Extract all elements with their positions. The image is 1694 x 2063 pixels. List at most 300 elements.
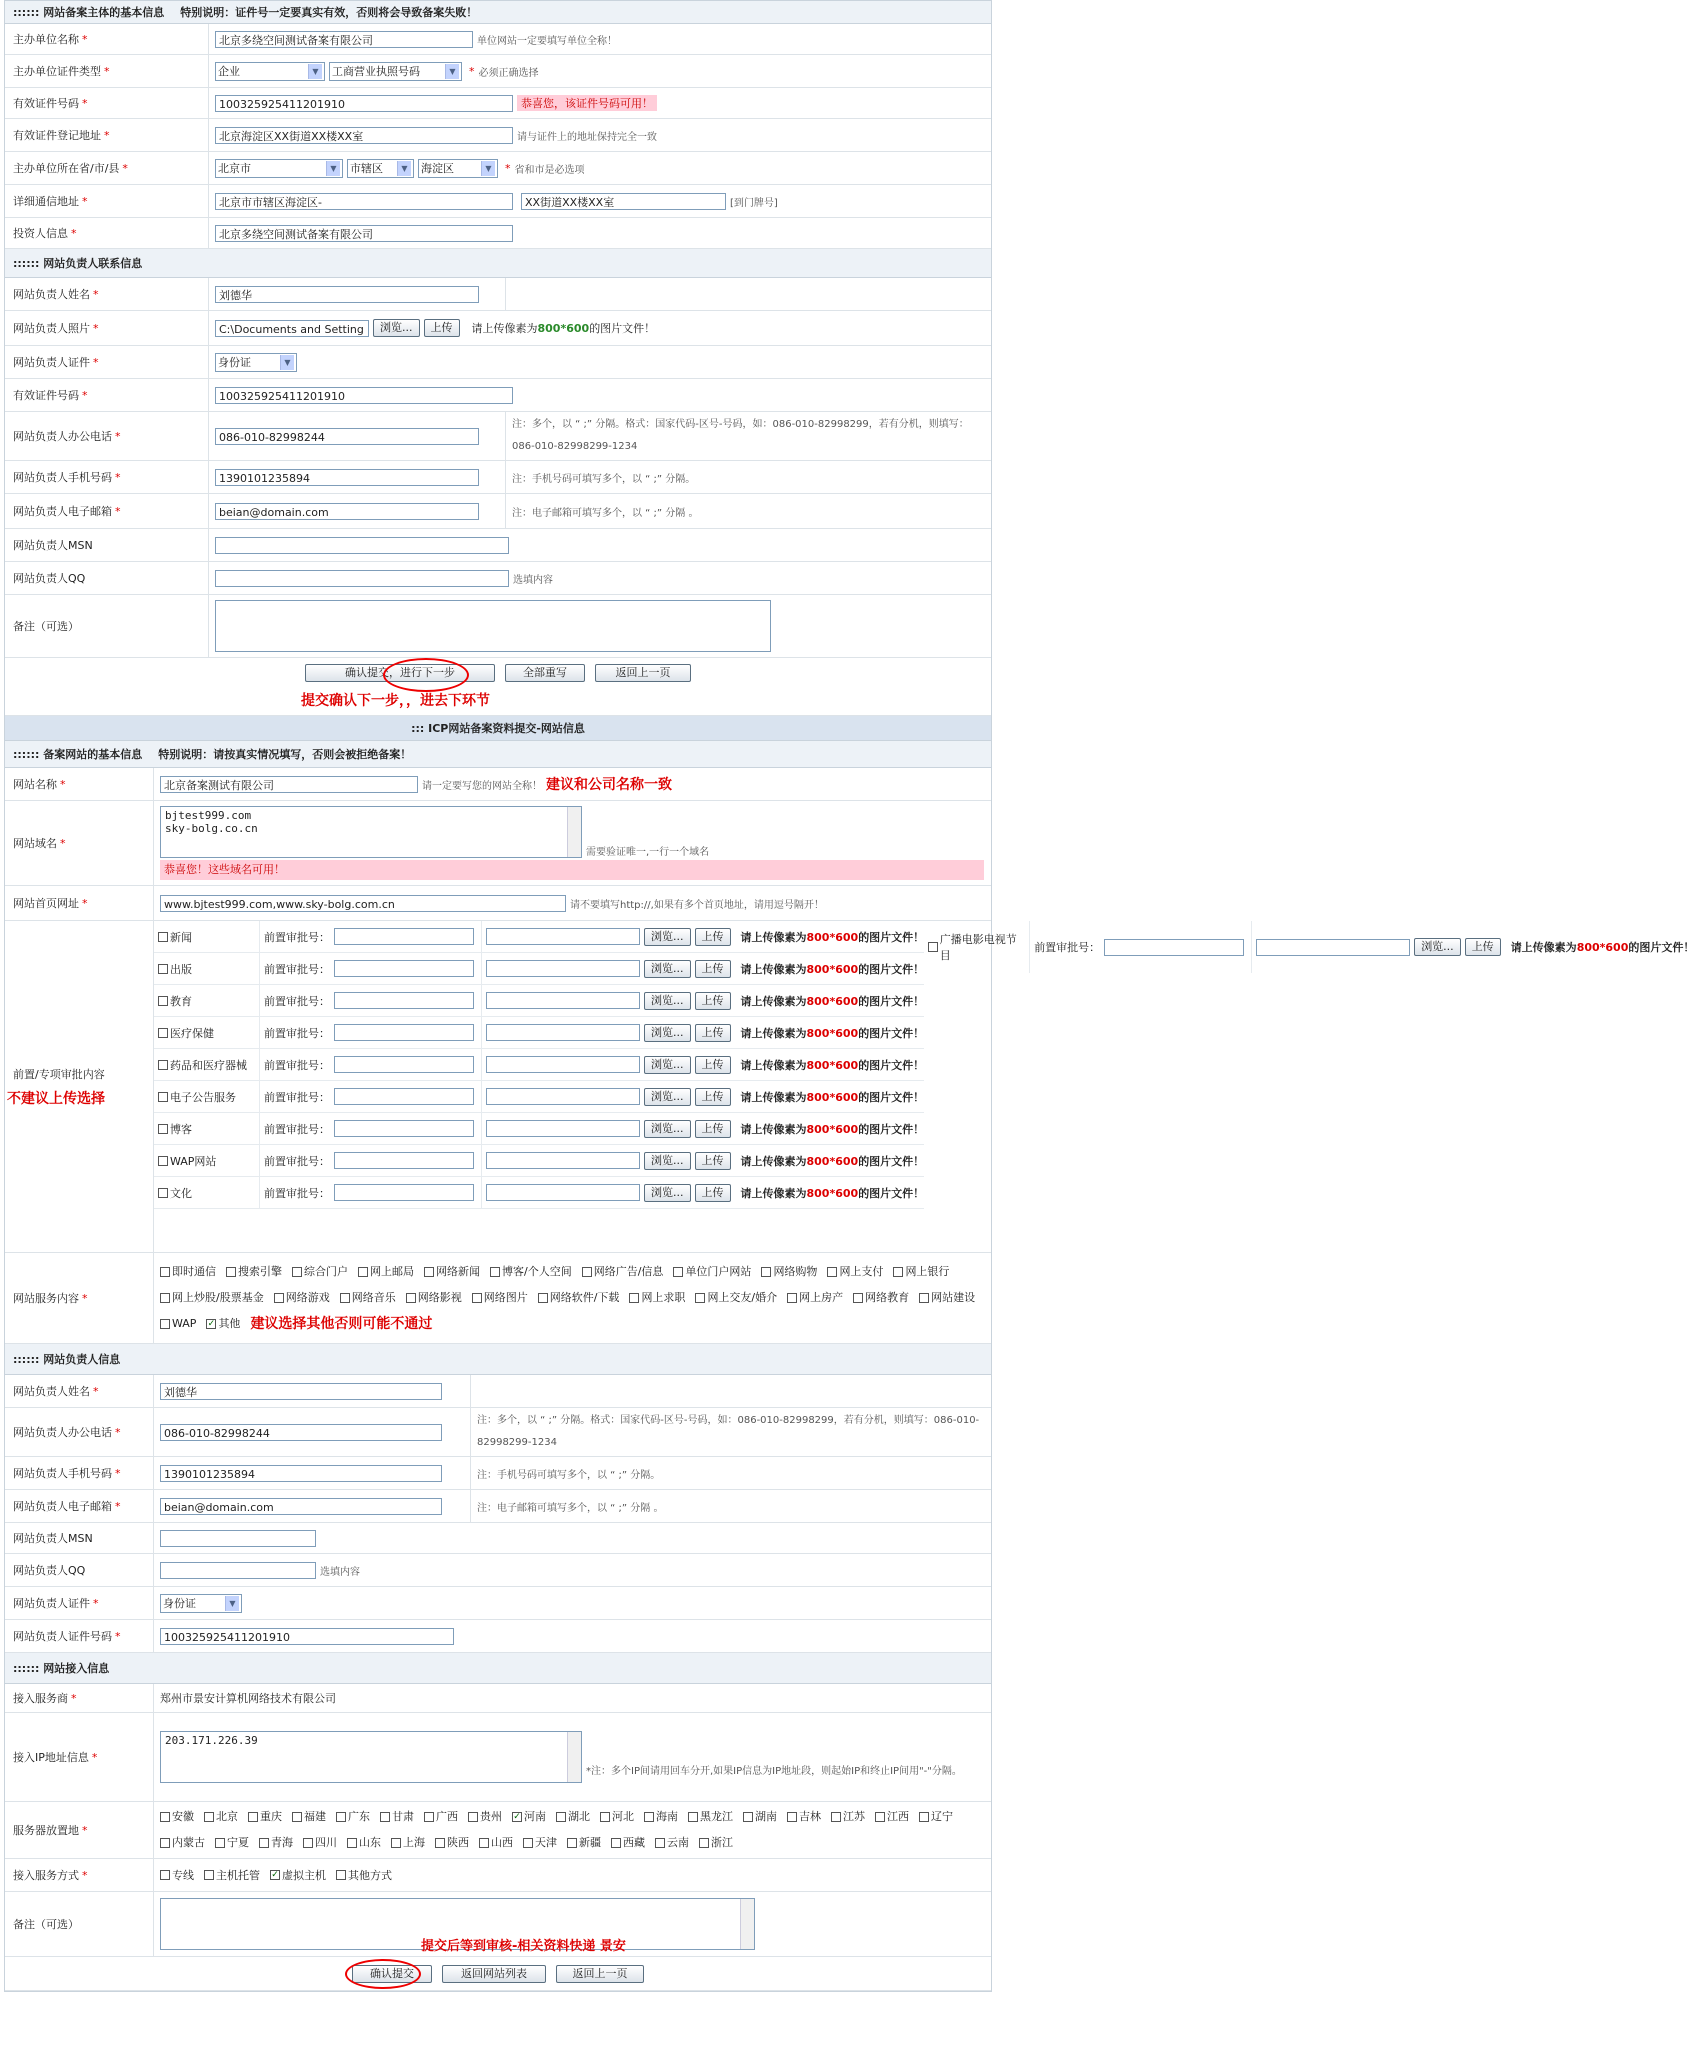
contact-msn-input[interactable]: [215, 537, 509, 554]
cert-addr-hint: 请与证件上的地址保持完全一致: [517, 131, 657, 143]
pre-approval-input[interactable]: [334, 1024, 474, 1041]
chevron-down-icon: ▼: [481, 161, 495, 176]
server-location-checkbox[interactable]: [479, 1832, 513, 1854]
region-hint: 省和市是必选项: [514, 164, 585, 176]
checkbox-label: 宁夏: [227, 1836, 249, 1849]
pre-approval-input[interactable]: [334, 1088, 474, 1105]
s4-phone-input[interactable]: 086-010-82998244: [160, 1424, 442, 1441]
checkbox-box[interactable]: [204, 1870, 214, 1880]
approval-row: [924, 921, 1694, 973]
approval-file-input[interactable]: [486, 1184, 640, 1201]
label-contact-photo: 网站负责人照片: [13, 322, 90, 335]
reset-button[interactable]: 全部重写: [505, 664, 585, 682]
checkbox-box[interactable]: [695, 1293, 705, 1303]
checkbox-box[interactable]: [893, 1267, 903, 1277]
checkbox-label: 网上房产: [799, 1291, 844, 1304]
server-location-checkbox[interactable]: [424, 1806, 458, 1828]
address-suffix: [到门牌号]: [730, 197, 778, 209]
checkbox-label: 网上银行: [905, 1265, 950, 1278]
label-s4-name: 网站负责人姓名: [13, 1385, 90, 1398]
checkbox-box[interactable]: [158, 996, 168, 1006]
pre-approval-input[interactable]: [334, 1184, 474, 1201]
s4-cert-no-input[interactable]: 100325925411201910: [160, 1628, 454, 1645]
approval-file-input[interactable]: [486, 1088, 640, 1105]
checkbox-label: 网上交友/婚介: [707, 1291, 778, 1304]
checkbox-label: 出版: [170, 962, 192, 976]
upload-button[interactable]: 上传: [695, 992, 731, 1010]
checkbox-box[interactable]: [380, 1812, 390, 1822]
row-s4-name: 网站负责人姓名 * 刘德华: [5, 1375, 991, 1408]
upload-button[interactable]: 上传: [695, 960, 731, 978]
checkbox-box[interactable]: [160, 1812, 170, 1822]
row-s4-phone: 网站负责人办公电话 * 086-010-82998244 注：多个，以 “ ;” 分隔。格式：国家代码-区号-号码，如：086-010-82998299，若有分机，则填写：086-010-82998299-1234: [5, 1408, 991, 1457]
browse-button[interactable]: 浏览...: [644, 928, 691, 946]
server-location-checkbox[interactable]: [567, 1832, 601, 1854]
checkbox-label: 文化: [170, 1186, 192, 1200]
checkbox-box[interactable]: [158, 964, 168, 974]
checkbox-box[interactable]: ✓: [207, 1318, 216, 1329]
approval-list: [154, 921, 1694, 1252]
checkbox-box[interactable]: [582, 1267, 592, 1277]
service-checkbox[interactable]: [853, 1287, 909, 1309]
checkbox-label: 综合门户: [304, 1265, 348, 1278]
checkbox-box[interactable]: [644, 1812, 654, 1822]
service-checkbox[interactable]: [424, 1261, 480, 1283]
service-checkbox[interactable]: [206, 1313, 240, 1335]
s4-mobile-input[interactable]: 1390101235894: [160, 1465, 442, 1482]
row-contact-email: 网站负责人电子邮箱 * beian@domain.com 注：电子邮箱可填写多个，以 “ ;” 分隔 。: [5, 494, 991, 529]
checkbox-box[interactable]: [600, 1812, 610, 1822]
chevron-down-icon: ▼: [308, 64, 322, 79]
checkbox-box[interactable]: [655, 1838, 665, 1848]
checkbox-box[interactable]: [336, 1812, 346, 1822]
label-contact-name: 网站负责人姓名: [13, 288, 90, 301]
label-region: 主办单位所在省/市/县: [13, 162, 120, 175]
checkbox-box[interactable]: [479, 1838, 489, 1848]
checkbox-box[interactable]: [472, 1293, 482, 1303]
checkbox-box[interactable]: [358, 1267, 368, 1277]
s4-cert-select[interactable]: 身份证 ▼: [160, 1594, 242, 1613]
service-checkbox[interactable]: [673, 1261, 751, 1283]
server-location-checkbox[interactable]: [787, 1806, 821, 1828]
service-checkbox[interactable]: [582, 1261, 664, 1283]
server-location-checkbox[interactable]: [380, 1806, 414, 1828]
checkbox-label: 四川: [315, 1836, 337, 1849]
annotation-services: 建议选择其他否则可能不通过: [250, 1316, 433, 1332]
checkbox-box[interactable]: [336, 1870, 346, 1880]
label-contact-cert: 网站负责人证件: [13, 356, 90, 369]
server-location-checkbox[interactable]: [347, 1832, 381, 1854]
city-select[interactable]: 市辖区 ▼: [347, 159, 414, 178]
approval-file-input[interactable]: [486, 1056, 640, 1073]
checkbox-box[interactable]: [158, 1156, 168, 1166]
checkbox-box[interactable]: [928, 942, 938, 952]
server-location-checkbox[interactable]: [512, 1806, 546, 1828]
checkbox-label: 网上邮局: [370, 1265, 414, 1278]
checkbox-label: 网络图片: [483, 1291, 528, 1304]
checkbox-box[interactable]: [435, 1838, 445, 1848]
s4-name-input[interactable]: 刘德华: [160, 1383, 442, 1400]
server-location-checkbox[interactable]: [644, 1806, 678, 1828]
browse-button[interactable]: 浏览...: [644, 1184, 691, 1202]
approval-file-input[interactable]: [486, 1024, 640, 1041]
service-checkbox[interactable]: [358, 1261, 414, 1283]
service-checkbox[interactable]: [787, 1287, 843, 1309]
province-select[interactable]: 北京市 ▼: [215, 159, 343, 178]
checkbox-box[interactable]: [875, 1812, 885, 1822]
pre-approval-label: 前置审批号：: [264, 1058, 330, 1072]
label-s4-email: 网站负责人电子邮箱: [13, 1500, 112, 1513]
checkbox-box[interactable]: [158, 932, 168, 942]
server-location-checkbox[interactable]: [600, 1806, 634, 1828]
server-location-checkbox[interactable]: [391, 1832, 425, 1854]
browse-button[interactable]: 浏览...: [373, 319, 420, 337]
service-checkbox[interactable]: [226, 1261, 282, 1283]
cert-addr-input[interactable]: 北京海淀区XX街道XX楼XX室: [215, 127, 513, 144]
label-contact-remark: 备注（可选）: [13, 620, 79, 633]
access-method-checkbox[interactable]: [204, 1867, 260, 1883]
checkbox-box[interactable]: [347, 1838, 357, 1848]
service-checkbox[interactable]: [695, 1287, 777, 1309]
server-location-checkbox[interactable]: [875, 1806, 909, 1828]
checkbox-box[interactable]: [158, 1092, 168, 1102]
checkbox-box[interactable]: [406, 1293, 416, 1303]
confirm-submit-button[interactable]: 确认提交: [352, 1965, 432, 1983]
checkbox-box[interactable]: [215, 1838, 225, 1848]
server-location-checkbox[interactable]: [435, 1832, 469, 1854]
confirm-next-button[interactable]: 确认提交，进行下一步: [305, 664, 495, 682]
checkbox-box[interactable]: [340, 1293, 350, 1303]
server-location-checkbox[interactable]: [336, 1806, 370, 1828]
ip-textarea[interactable]: 203.171.226.39: [160, 1731, 582, 1783]
checkbox-box[interactable]: [831, 1812, 841, 1822]
s4-msn-input[interactable]: [160, 1530, 316, 1547]
access-method-checkbox[interactable]: [336, 1867, 392, 1883]
checkbox-box[interactable]: [424, 1812, 434, 1822]
service-checkbox[interactable]: [274, 1287, 330, 1309]
service-checkbox[interactable]: [340, 1287, 396, 1309]
checkbox-box[interactable]: [160, 1838, 170, 1848]
server-location-checkbox[interactable]: [292, 1806, 326, 1828]
checkbox-box[interactable]: [424, 1267, 434, 1277]
upload-requirement-text: 请上传像素为800*600的图片文件！: [740, 994, 925, 1008]
checkbox-box[interactable]: [158, 1028, 168, 1038]
checkbox-box[interactable]: [556, 1812, 566, 1822]
label-access-remark: 备注（可选）: [13, 1918, 79, 1931]
checkbox-box[interactable]: [919, 1812, 929, 1822]
annotation-site-name: 建议和公司名称一致: [546, 777, 672, 793]
address-prefix-input[interactable]: 北京市市辖区海淀区-: [215, 193, 513, 210]
browse-button[interactable]: 浏览...: [644, 1152, 691, 1170]
pre-approval-label: 前置审批号：: [264, 1122, 330, 1136]
server-location-checkbox[interactable]: [259, 1832, 293, 1854]
back-to-list-button[interactable]: 返回网站列表: [442, 1965, 546, 1983]
checkbox-box[interactable]: [158, 1124, 168, 1134]
service-checkbox[interactable]: [490, 1261, 572, 1283]
county-select[interactable]: 海淀区 ▼: [418, 159, 498, 178]
upload-button[interactable]: 上传: [695, 928, 731, 946]
pre-approval-input[interactable]: [334, 928, 474, 945]
server-location-checkbox[interactable]: [468, 1806, 502, 1828]
row-ip: 接入IP地址信息 * 203.171.226.39 *注：多个IP间请用回车分开,如果IP信息为IP地址段，则起始IP和终止IP间用"-"分隔。: [5, 1713, 991, 1802]
chevron-down-icon: ▼: [326, 161, 340, 176]
checkbox-box[interactable]: [303, 1838, 313, 1848]
service-checkbox[interactable]: [160, 1313, 196, 1335]
contact-name-input[interactable]: 刘德华: [215, 286, 479, 303]
isp-value: 郑州市景安计算机网络技术有限公司: [160, 1692, 336, 1705]
server-location-checkbox[interactable]: [831, 1806, 865, 1828]
checkbox-box[interactable]: [160, 1267, 170, 1277]
checkbox-box[interactable]: [827, 1267, 837, 1277]
checkbox-label: 新疆: [579, 1836, 601, 1849]
approval-checkbox[interactable]: [158, 1089, 236, 1105]
checkbox-label: 福建: [304, 1810, 326, 1823]
pre-approval-input[interactable]: [334, 992, 474, 1009]
checkbox-box[interactable]: [787, 1293, 797, 1303]
checkbox-label: 广西: [436, 1810, 458, 1823]
service-checkbox[interactable]: [406, 1287, 462, 1309]
pre-approval-input[interactable]: [334, 1056, 474, 1073]
server-location-checkbox[interactable]: [556, 1806, 590, 1828]
highlight-circle: [383, 658, 469, 692]
approval-checkbox[interactable]: [158, 1121, 192, 1137]
server-location-checkbox[interactable]: [248, 1806, 282, 1828]
approval-file-input[interactable]: [1256, 939, 1410, 956]
checkbox-label: 网络音乐: [351, 1291, 396, 1304]
site-name-input[interactable]: 北京备案测试有限公司: [160, 776, 418, 793]
checkbox-label: 江西: [887, 1810, 909, 1823]
checkbox-label: 天津: [535, 1836, 557, 1849]
upload-button[interactable]: 上传: [1465, 938, 1501, 956]
contact-qq-input[interactable]: [215, 570, 509, 587]
service-checkbox[interactable]: [538, 1287, 620, 1309]
checkbox-label: 内蒙古: [172, 1836, 205, 1849]
browse-button[interactable]: 浏览...: [1414, 938, 1461, 956]
upload-button[interactable]: 上传: [695, 1152, 731, 1170]
approval-checkbox[interactable]: [158, 1025, 214, 1041]
checkbox-box[interactable]: [292, 1267, 302, 1277]
pre-approval-input[interactable]: [334, 1120, 474, 1137]
pre-approval-input[interactable]: [334, 960, 474, 977]
server-location-checkbox[interactable]: [919, 1806, 953, 1828]
address-detail-input[interactable]: XX街道XX楼XX室: [521, 193, 726, 210]
org-type-select[interactable]: 企业 ▼: [215, 62, 325, 81]
checkbox-box[interactable]: [538, 1293, 548, 1303]
checkbox-box[interactable]: [391, 1838, 401, 1848]
approval-checkbox[interactable]: [158, 993, 192, 1009]
annotation-approvals: 不建议上传选择: [7, 1090, 105, 1107]
access-method-checkbox[interactable]: [160, 1867, 194, 1883]
s4-email-input[interactable]: beian@domain.com: [160, 1498, 442, 1515]
checkbox-box[interactable]: [523, 1838, 533, 1848]
upload-button[interactable]: 上传: [695, 1024, 731, 1042]
checkbox-box[interactable]: [688, 1812, 698, 1822]
site-name-hint: 请一定要写您的网站全称！: [422, 780, 542, 792]
pre-approval-input[interactable]: [1104, 939, 1244, 956]
server-location-checkbox[interactable]: [655, 1832, 689, 1854]
cert-type-select[interactable]: 工商营业执照号码 ▼: [329, 62, 462, 81]
checkbox-box[interactable]: [226, 1267, 236, 1277]
row-s4-qq: [5, 1554, 991, 1587]
upload-button[interactable]: 上传: [695, 1056, 731, 1074]
checkbox-box[interactable]: [919, 1293, 929, 1303]
checkbox-label: 单位门户网站: [685, 1265, 752, 1278]
checkbox-box[interactable]: [611, 1838, 621, 1848]
approval-file-input[interactable]: [486, 928, 640, 945]
approval-file-input[interactable]: [486, 1152, 640, 1169]
back-button[interactable]: 返回上一页: [556, 1965, 644, 1983]
checkbox-box[interactable]: [629, 1293, 639, 1303]
checkbox-label: 网上求职: [641, 1291, 686, 1304]
pre-approval-label: 前置审批号：: [1034, 941, 1101, 954]
service-checkbox[interactable]: [160, 1261, 216, 1283]
service-checkbox[interactable]: [292, 1261, 348, 1283]
checkbox-label: 河北: [612, 1810, 634, 1823]
service-checkbox[interactable]: [919, 1287, 975, 1309]
checkbox-label: 山东: [359, 1836, 381, 1849]
checkbox-box[interactable]: [160, 1319, 170, 1329]
service-checkbox[interactable]: [827, 1261, 883, 1283]
checkbox-box[interactable]: [160, 1870, 170, 1880]
approval-file-input[interactable]: [486, 960, 640, 977]
browse-button[interactable]: 浏览...: [644, 960, 691, 978]
approval-row: [154, 921, 924, 953]
service-checkbox[interactable]: [629, 1287, 685, 1309]
org-name-input[interactable]: 北京多绕空间测试备案有限公司: [215, 31, 473, 48]
approval-row: [154, 953, 924, 985]
upload-button[interactable]: 上传: [695, 1120, 731, 1138]
server-location-checkbox[interactable]: [699, 1832, 733, 1854]
domain-textarea[interactable]: bjtest999.com sky-bolg.co.cn: [160, 806, 582, 858]
checkbox-label: 安徽: [172, 1810, 194, 1823]
checkbox-box[interactable]: [274, 1293, 284, 1303]
label-services: 网站服务内容: [13, 1292, 79, 1305]
checkbox-label: 新闻: [170, 930, 192, 944]
qq-hint: 选填内容: [513, 574, 553, 586]
contact-phone-input[interactable]: 086-010-82998244: [215, 428, 479, 445]
checkbox-box[interactable]: [158, 1060, 168, 1070]
checkbox-box[interactable]: [853, 1293, 863, 1303]
checkbox-box[interactable]: [158, 1188, 168, 1198]
approval-checkbox[interactable]: [158, 1153, 216, 1169]
investor-input[interactable]: 北京多绕空间测试备案有限公司: [215, 225, 513, 242]
checkbox-box[interactable]: [787, 1812, 797, 1822]
checkbox-box[interactable]: [292, 1812, 302, 1822]
server-location-checkbox[interactable]: [160, 1806, 194, 1828]
homepage-input[interactable]: www.bjtest999.com,www.sky-bolg.com.cn: [160, 895, 566, 912]
browse-button[interactable]: 浏览...: [644, 1088, 691, 1106]
checkbox-box[interactable]: [259, 1838, 269, 1848]
section-title: :::::: 备案网站的基本信息: [13, 748, 143, 761]
upload-button[interactable]: 上传: [695, 1184, 731, 1202]
server-location-checkbox[interactable]: [215, 1832, 249, 1854]
upload-button[interactable]: 上传: [424, 319, 460, 337]
server-location-checkbox[interactable]: [688, 1806, 733, 1828]
service-checkbox[interactable]: [761, 1261, 817, 1283]
contact-cert-no-input[interactable]: 100325925411201910: [215, 387, 513, 404]
checkbox-label: 网络软件/下载: [549, 1291, 620, 1304]
approval-file-input[interactable]: [486, 1120, 640, 1137]
row-contact-mobile: 网站负责人手机号码 * 1390101235894 注：手机号码可填写多个，以 “ ;” 分隔。: [5, 461, 991, 494]
approval-file-input[interactable]: [486, 992, 640, 1009]
photo-file-input[interactable]: C:\Documents and Setting: [215, 320, 369, 337]
chevron-down-icon: ▼: [397, 161, 411, 176]
browse-button[interactable]: 浏览...: [644, 992, 691, 1010]
approval-checkbox[interactable]: [928, 931, 1023, 963]
service-checkbox[interactable]: [472, 1287, 528, 1309]
checkbox-label: 北京: [216, 1810, 238, 1823]
approval-checkbox[interactable]: [158, 1057, 247, 1073]
access-method-list: [154, 1859, 991, 1891]
checkbox-label: 教育: [170, 994, 192, 1008]
checkbox-box[interactable]: [761, 1267, 771, 1277]
checkbox-label: 湖北: [568, 1810, 590, 1823]
checkbox-box[interactable]: [567, 1838, 577, 1848]
checkbox-box[interactable]: [673, 1267, 683, 1277]
checkbox-box[interactable]: [743, 1812, 753, 1822]
approval-row: [154, 1145, 924, 1177]
approval-checkbox[interactable]: [158, 1185, 192, 1201]
service-checkbox[interactable]: [160, 1287, 264, 1309]
s4-mobile-note: 注：手机号码可填写多个，以 “ ;” 分隔。: [477, 1469, 661, 1481]
upload-requirement-text: 请上传像素为800*600的图片文件！: [740, 1122, 925, 1136]
checkbox-label: 湖南: [755, 1810, 777, 1823]
server-location-checkbox[interactable]: [611, 1832, 645, 1854]
contact-email-input[interactable]: beian@domain.com: [215, 503, 479, 520]
checkbox-box[interactable]: [204, 1812, 214, 1822]
approval-row: [154, 1017, 924, 1049]
cert-no-input[interactable]: 100325925411201910: [215, 95, 513, 112]
approval-checkbox[interactable]: [158, 929, 192, 945]
checkbox-box[interactable]: [468, 1812, 478, 1822]
contact-mobile-input[interactable]: 1390101235894: [215, 469, 479, 486]
row-s4-email: 网站负责人电子邮箱 * beian@domain.com 注：电子邮箱可填写多个，以 “ ;” 分隔 。: [5, 1490, 991, 1523]
label-isp: 接入服务商: [13, 1692, 68, 1705]
checkbox-box[interactable]: ✓: [271, 1869, 279, 1880]
checkbox-label: 网络游戏: [285, 1291, 330, 1304]
access-method-checkbox[interactable]: [270, 1867, 326, 1883]
label-investor: 投资人信息: [13, 227, 68, 240]
contact-cert-select[interactable]: 身份证 ▼: [215, 353, 297, 372]
server-location-checkbox[interactable]: [204, 1806, 238, 1828]
checkbox-box[interactable]: [160, 1293, 170, 1303]
section-header-subject: [5, 1, 991, 24]
service-checkbox[interactable]: [893, 1261, 949, 1283]
server-location-checkbox[interactable]: [303, 1832, 337, 1854]
services-list: [154, 1253, 991, 1343]
browse-button[interactable]: 浏览...: [644, 1120, 691, 1138]
checkbox-box[interactable]: [490, 1267, 500, 1277]
contact-remark-textarea[interactable]: [215, 600, 771, 652]
pre-approval-input[interactable]: [334, 1152, 474, 1169]
approval-checkbox[interactable]: [158, 961, 192, 977]
upload-button[interactable]: 上传: [695, 1088, 731, 1106]
checkbox-box[interactable]: [699, 1838, 709, 1848]
row-site-name: 网站名称 * 北京备案测试有限公司 请一定要写您的网站全称！ 建议和公司名称一致: [5, 768, 991, 801]
cert-no-ok-message: 恭喜您，该证件号码可用！: [517, 95, 657, 111]
server-location-checkbox[interactable]: [160, 1832, 205, 1854]
server-location-list: [154, 1802, 991, 1858]
server-location-checkbox[interactable]: [743, 1806, 777, 1828]
s4-qq-input[interactable]: [160, 1562, 316, 1579]
checkbox-box[interactable]: ✓: [513, 1811, 521, 1822]
checkbox-box[interactable]: [248, 1812, 258, 1822]
back-button[interactable]: 返回上一页: [595, 664, 691, 682]
browse-button[interactable]: 浏览...: [644, 1056, 691, 1074]
server-location-checkbox[interactable]: [523, 1832, 557, 1854]
browse-button[interactable]: 浏览...: [644, 1024, 691, 1042]
label-site-name: 网站名称: [13, 778, 57, 791]
